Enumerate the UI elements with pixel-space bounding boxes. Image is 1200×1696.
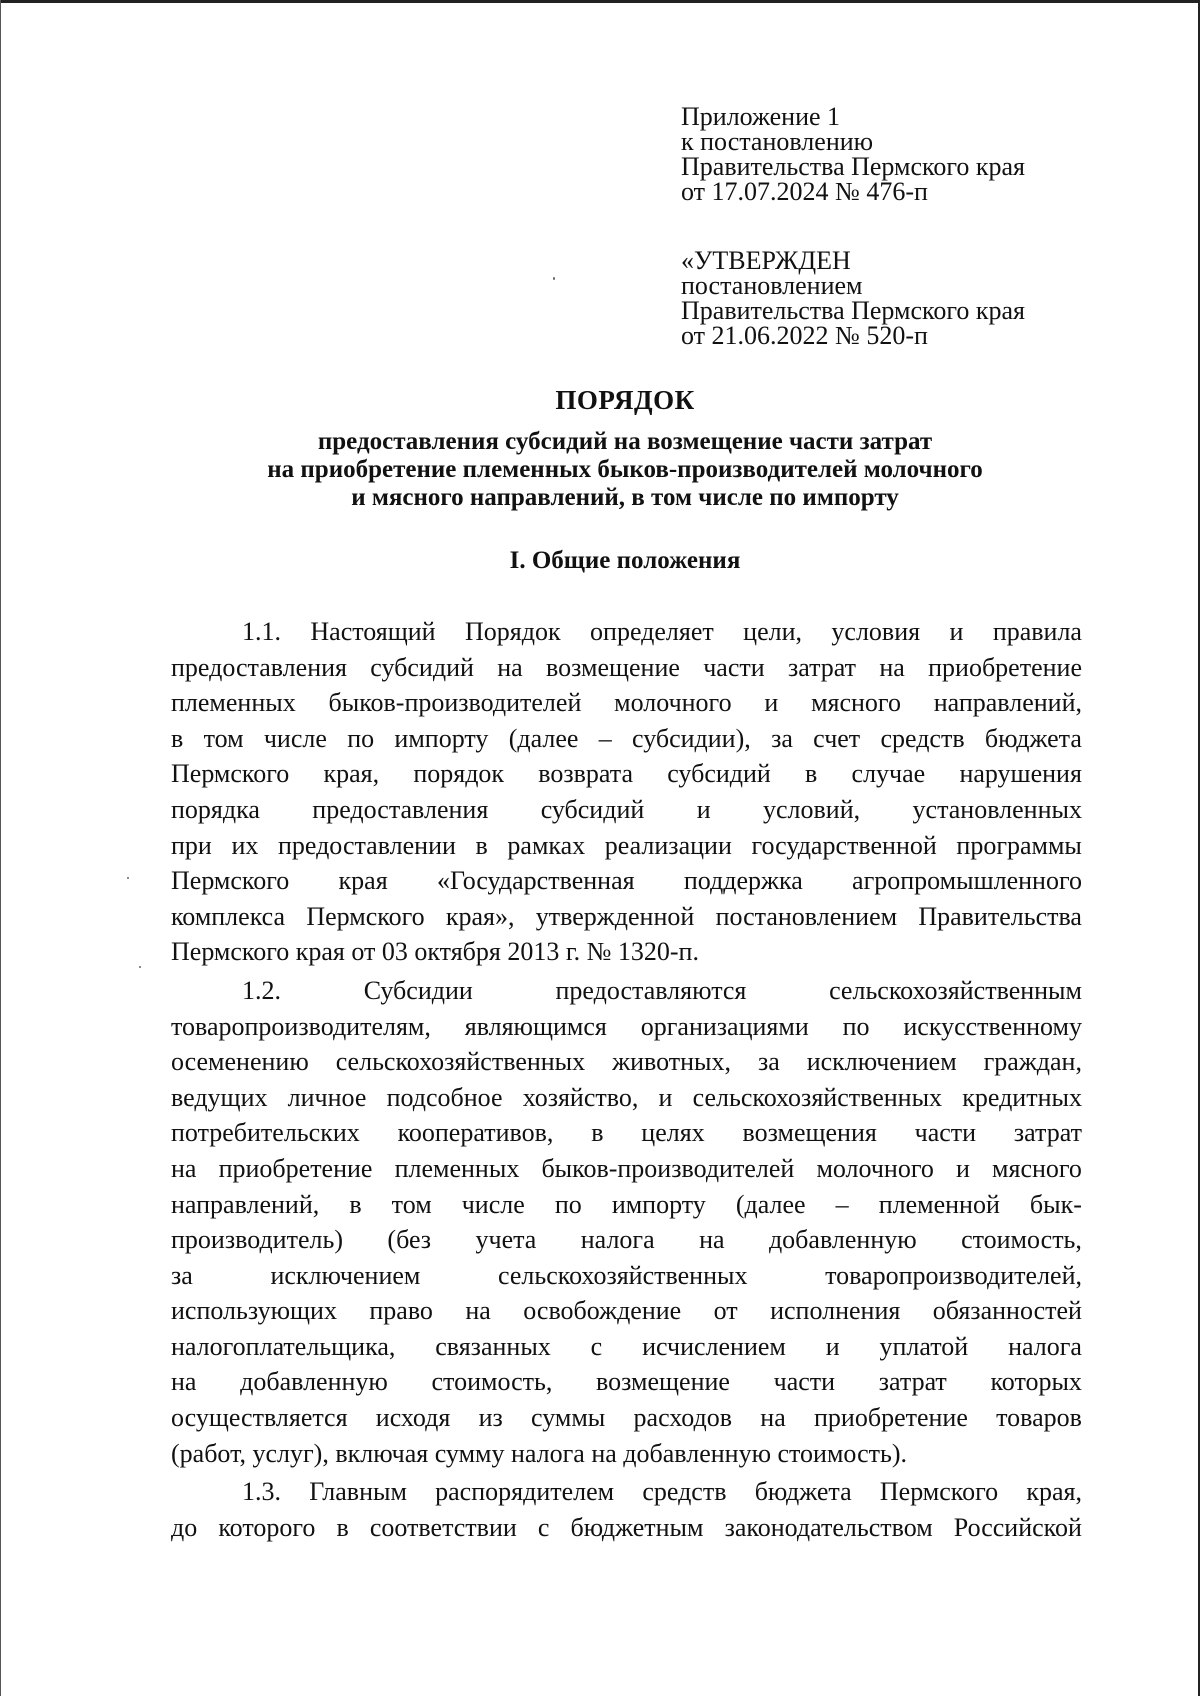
paragraph-line	[171, 973, 1082, 1009]
paragraph-line	[171, 685, 1082, 721]
word: агропромышленного	[852, 866, 1082, 896]
word: подсобное	[386, 1082, 503, 1112]
word: Пермского края от 03 октября 2013 г. № 1320-п.	[171, 937, 699, 967]
word: и	[949, 617, 964, 646]
word: субсидий	[540, 794, 645, 824]
word: приобретение	[814, 1403, 968, 1433]
scan-speck	[139, 966, 141, 968]
paragraph-line	[171, 1510, 1082, 1546]
word: средств	[642, 1477, 727, 1507]
word: и	[658, 1082, 673, 1112]
word: установленных	[912, 794, 1082, 824]
word: за	[771, 723, 793, 753]
word: и	[764, 688, 779, 718]
paragraph-line	[171, 1009, 1082, 1045]
word: за	[757, 1047, 780, 1077]
word: возмещение	[545, 652, 680, 682]
word: при	[171, 830, 212, 860]
word: племенных	[394, 1153, 520, 1183]
document-subtitle	[0, 428, 1200, 512]
word: налога	[580, 1225, 655, 1255]
word: граждан,	[983, 1047, 1082, 1077]
word: добавленную	[768, 1225, 917, 1255]
word: кредитных	[962, 1082, 1082, 1112]
scan-speck	[553, 277, 555, 280]
word: на	[171, 1153, 197, 1183]
word: части	[703, 652, 765, 682]
word: затрат	[878, 1367, 947, 1397]
word: на	[465, 1296, 491, 1326]
word: Субсидии	[363, 975, 473, 1005]
word: быков-производителей	[328, 688, 582, 718]
word: постановлением	[715, 901, 898, 931]
word: на	[760, 1403, 786, 1433]
word: по	[347, 723, 375, 753]
word: бюджетным	[570, 1512, 704, 1542]
word: направлений,	[171, 1189, 320, 1219]
word: на	[699, 1225, 725, 1255]
word: освобождение	[523, 1296, 682, 1326]
word: личное	[287, 1082, 367, 1112]
word: государственной	[751, 830, 937, 860]
word: порядка	[171, 794, 260, 824]
word: условия	[831, 617, 921, 646]
word: сельскохозяйственных	[498, 1260, 748, 1290]
word: стоимость,	[431, 1367, 553, 1397]
word: распорядителем	[435, 1477, 615, 1507]
word: потребительских	[171, 1118, 360, 1148]
word: предоставления	[312, 794, 489, 824]
paragraph-line	[171, 1151, 1082, 1187]
word: программы	[956, 830, 1082, 860]
word: края,	[323, 759, 380, 789]
word: случае	[851, 759, 926, 789]
approval-line: «УТВЕРЖДЕН	[681, 246, 851, 275]
word: порядок	[413, 759, 505, 789]
subtitle-line: и мясного направлений, в том числе по импорту	[351, 484, 899, 511]
word: добавленную	[240, 1367, 388, 1397]
word: «Государственная	[436, 866, 635, 896]
word: молочного	[816, 1153, 934, 1183]
word: –	[835, 1189, 849, 1219]
approval-line: Правительства Пермского края	[681, 296, 1025, 325]
word: обязанностей	[932, 1296, 1082, 1326]
word: из	[478, 1403, 503, 1433]
word: искусственному	[903, 1011, 1082, 1041]
word: стоимость,	[961, 1225, 1082, 1255]
word: Пермского	[171, 759, 290, 789]
word: ведущих	[171, 1082, 268, 1112]
word: которого	[218, 1512, 316, 1542]
word: и	[696, 794, 711, 824]
paragraph-line	[171, 650, 1082, 686]
word: целях	[641, 1118, 705, 1148]
word: связанных	[435, 1331, 551, 1361]
word: молочного	[614, 688, 732, 718]
word: на	[497, 652, 523, 682]
word: числе	[461, 1189, 525, 1219]
approval-block	[681, 248, 1181, 348]
word: Порядок	[465, 617, 561, 646]
word: поддержка	[683, 866, 803, 896]
word: с	[590, 1331, 603, 1361]
word: суммы	[531, 1403, 606, 1433]
word: средств	[880, 723, 965, 753]
document-body	[171, 614, 1082, 1545]
word: мясного	[811, 688, 901, 718]
word: в	[336, 1512, 349, 1542]
word: части	[773, 1367, 836, 1397]
word: кооперативов,	[397, 1118, 554, 1148]
word: края»,	[445, 901, 515, 931]
scan-border-left	[0, 0, 1, 1696]
word: числе	[263, 723, 327, 753]
word: определяет	[590, 617, 714, 646]
word: мясного	[992, 1153, 1082, 1183]
word: их	[231, 830, 259, 860]
word: племенной	[878, 1189, 1000, 1219]
paragraph-line	[171, 828, 1082, 864]
word: (работ, услуг), включая сумму налога на добавленную стоимость).	[171, 1438, 907, 1468]
approval-line: постановлением	[681, 271, 863, 300]
word: затрат	[787, 652, 857, 682]
word: бык-	[1029, 1189, 1082, 1219]
attachment-line: Правительства Пермского края	[681, 152, 1025, 181]
paragraph-line	[171, 614, 1082, 650]
word: цели,	[743, 617, 802, 646]
word: хозяйство,	[522, 1082, 639, 1112]
word: и	[955, 1153, 970, 1183]
word: исходя	[375, 1403, 451, 1433]
scan-border-top	[0, 0, 1200, 3]
word: и	[825, 1331, 840, 1361]
word: субсидий	[370, 652, 474, 682]
word: животных,	[612, 1047, 731, 1077]
word: (далее	[735, 1189, 806, 1219]
word: по	[554, 1189, 582, 1219]
word: налога	[1008, 1331, 1082, 1361]
paragraph-line	[171, 1080, 1082, 1116]
word: приобретение	[928, 652, 1082, 682]
word: в	[349, 1189, 362, 1219]
word: в	[475, 830, 488, 860]
paragraph-line	[171, 1329, 1082, 1365]
paragraph-line	[171, 1222, 1082, 1258]
paragraph-line	[171, 1400, 1082, 1436]
word: бюджета	[754, 1477, 852, 1507]
word: том	[391, 1189, 432, 1219]
word: до	[171, 1512, 198, 1542]
word: осеменению	[171, 1047, 309, 1077]
word: условий,	[763, 794, 861, 824]
paragraph-line	[171, 1364, 1082, 1400]
paragraph-line	[171, 1258, 1082, 1294]
word: использующих	[171, 1296, 337, 1326]
word: 1.1.	[242, 617, 281, 646]
word: товаров	[996, 1403, 1082, 1433]
word: 1.3.	[242, 1477, 281, 1507]
word: исполнения	[770, 1296, 901, 1326]
paragraph-line	[171, 1187, 1082, 1223]
attachment-line: Приложение 1	[681, 102, 841, 131]
word: затрат	[1013, 1118, 1082, 1148]
word: законодательством	[724, 1512, 933, 1542]
word: Российской	[953, 1512, 1082, 1542]
word: товаропроизводителей,	[825, 1260, 1082, 1290]
word: с	[537, 1512, 550, 1542]
word: Пермского	[171, 866, 290, 896]
paragraph-line	[171, 1474, 1082, 1510]
word: по	[842, 1011, 870, 1041]
word: импорту	[394, 723, 489, 753]
word: возмещения	[742, 1118, 877, 1148]
word: Пермского	[879, 1477, 999, 1507]
word: (далее	[508, 723, 579, 753]
word: от	[713, 1296, 738, 1326]
word: том	[203, 723, 244, 753]
word: за	[171, 1260, 193, 1290]
word: субсидий	[667, 759, 771, 789]
word: направлений,	[933, 688, 1082, 718]
word: товаропроизводителям,	[171, 1011, 431, 1041]
scan-speck	[127, 877, 129, 879]
word: организациями	[640, 1011, 809, 1041]
word: Пермского	[306, 901, 425, 931]
word: Настоящий	[310, 617, 436, 646]
document-title: ПОРЯДОК	[555, 385, 695, 415]
word: –	[598, 723, 612, 753]
word: на	[171, 1367, 197, 1397]
paragraph-line	[171, 934, 1082, 970]
word: (без	[387, 1225, 432, 1255]
word: осуществляется	[171, 1403, 348, 1433]
word: предоставлении	[277, 830, 456, 860]
attachment-line: к постановлению	[681, 127, 874, 156]
word: счет	[813, 723, 861, 753]
word: в	[171, 723, 184, 753]
word: расходов	[633, 1403, 733, 1433]
attachment-line: от 17.07.2024 № 476-п	[681, 177, 928, 206]
paragraph-line	[171, 721, 1082, 757]
word: право	[369, 1296, 433, 1326]
word: Правительства	[918, 901, 1082, 931]
word: в	[591, 1118, 604, 1148]
word: приобретение	[218, 1153, 373, 1183]
paragraph-line	[171, 1115, 1082, 1151]
subtitle-line: предоставления субсидий на возмещение части затрат	[317, 428, 933, 455]
word: сельскохозяйственных	[335, 1047, 586, 1077]
word: сельскохозяйственных	[692, 1082, 943, 1112]
word: исключением	[270, 1260, 421, 1290]
attachment-block	[681, 104, 1181, 204]
word: Главным	[309, 1477, 407, 1507]
word: части	[914, 1118, 977, 1148]
word: исключением	[806, 1047, 957, 1077]
word: исчислением	[642, 1331, 786, 1361]
word: комплекса	[171, 901, 286, 931]
word: соответствии	[369, 1512, 517, 1542]
paragraph-line	[171, 792, 1082, 828]
approval-line: от 21.06.2022 № 520-п	[681, 321, 928, 350]
paragraph-line	[171, 756, 1082, 792]
subtitle-line: на приобретение племенных быков-производителей молочного	[267, 456, 983, 483]
word: возмещение	[596, 1367, 730, 1397]
word: которых	[990, 1367, 1082, 1397]
word: предоставляются	[555, 975, 747, 1005]
paragraph-line	[171, 899, 1082, 935]
word: субсидии),	[632, 723, 751, 753]
paragraph-line	[171, 1293, 1082, 1329]
word: края,	[1026, 1477, 1082, 1507]
paragraph-line	[171, 1436, 1082, 1472]
word: предоставления	[171, 652, 347, 682]
word: 1.2.	[242, 975, 281, 1005]
word: налогоплательщика,	[171, 1331, 396, 1361]
word: нарушения	[959, 759, 1082, 789]
word: на	[879, 652, 905, 682]
word: правила	[992, 617, 1082, 646]
word: рамках	[507, 830, 586, 860]
word: уплатой	[879, 1331, 969, 1361]
word: производитель)	[171, 1225, 343, 1255]
word: импорту	[611, 1189, 706, 1219]
section-title: I. Общие положения	[509, 547, 741, 574]
word: возврата	[538, 759, 634, 789]
word: реализации	[604, 830, 732, 860]
paragraph-line	[171, 863, 1082, 899]
word: сельскохозяйственным	[829, 975, 1082, 1005]
paragraph-line	[171, 1044, 1082, 1080]
word: племенных	[171, 688, 296, 718]
word: бюджета	[984, 723, 1082, 753]
word: являющимся	[464, 1011, 607, 1041]
word: в	[805, 759, 818, 789]
word: быков-производителей	[541, 1153, 795, 1183]
word: края	[338, 866, 388, 896]
word: учета	[475, 1225, 537, 1255]
word: утвержденной	[535, 901, 695, 931]
